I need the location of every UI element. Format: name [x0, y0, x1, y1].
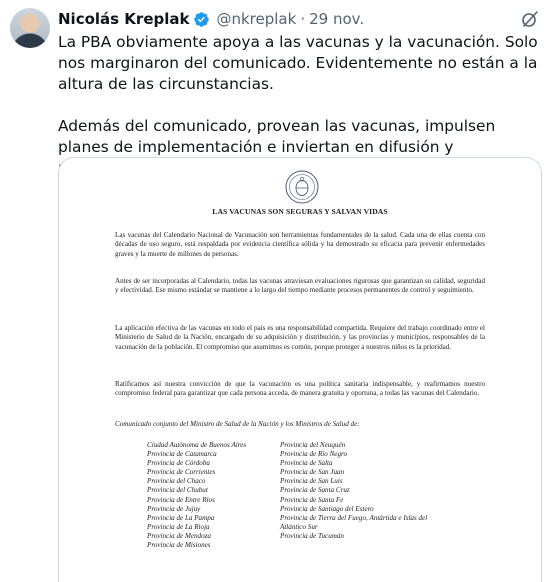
- signatories-list-right: [280, 441, 430, 541]
- document-paragraph: Las vacunas del Calendario Nacional de Vacunación son herramientas fundamentales de la salud. Cada una de ellas cuenta con décadas de uso seguro, está respaldada por evidencia científica sólida y ha demostrado su eficacia para prevenir enfermedades graves y la muerte de millones de personas.: [115, 231, 485, 258]
- signatory-item: Provincia de Corrientes: [147, 468, 216, 477]
- header-separator: ·: [300, 10, 306, 28]
- tweet-paragraph: Además del comunicado, provean las vacunas, impulsen planes de implementación e inviertan en difusión y: [58, 117, 496, 156]
- signatory-item: Provincia de Santa Cruz: [280, 486, 350, 495]
- signatory-item: Ciudad Autónoma de Buenos Aires: [147, 441, 247, 449]
- document-title: LAS VACUNAS SON SEGURAS Y SALVAN VIDAS: [212, 207, 388, 216]
- signatory-item: Provincia de Salta: [280, 459, 333, 468]
- signatories-list-left: [147, 441, 246, 550]
- signatory-item: Provincia de Mendoza: [147, 531, 211, 540]
- document-paragraph: Antes de ser incorporadas al Calendario, todas las vacunas atraviesan evaluaciones rigurosas que garantizan su calidad, seguridad y efectividad. Ese mismo estándar se mantiene a lo largo del tiempo mediante procesos permanentes de control y seguimiento.: [115, 277, 485, 295]
- signatory-item: Provincia de San Luis: [280, 477, 343, 486]
- signatory-item: Provincia de Tucumán: [280, 531, 344, 540]
- tweet-media-image[interactable]: [58, 157, 542, 582]
- verified-badge-icon[interactable]: [193, 11, 210, 28]
- document-image: [59, 158, 541, 582]
- signatory-item: Provincia del Neuquén: [280, 441, 346, 449]
- grok-icon[interactable]: [520, 9, 540, 29]
- signatory-item: Provincia de Catamarca: [147, 450, 217, 459]
- signatory-item: Provincia de Jujuy: [147, 504, 201, 513]
- signatory-item: Provincia de Tierra del Fuego, Antártida e Islas del Atlántico Sur: [280, 513, 428, 531]
- signatory-item: Provincia de Río Negro: [280, 450, 348, 459]
- signatory-item: Provincia de La Pampa: [147, 513, 215, 522]
- signatory-item: Provincia de San Juan: [280, 468, 345, 477]
- document-paragraph: La aplicación efectiva de las vacunas en todo el país es una responsabilidad compartida. Requiere del trabajo coordinado entre el Ministerio de Salud de la Nación, encargado de su adquisición y distribución, y las provincias y municipios, responsables de la vacunación de la población. El compromiso que asumimos es común, porque proteger a nuestros niños es la prioridad.: [115, 324, 485, 351]
- signatory-item: Provincia de Córdoba: [147, 459, 210, 468]
- tweet-date[interactable]: 29 nov.: [309, 10, 365, 28]
- author-avatar[interactable]: [10, 8, 50, 48]
- document-paragraph: Ratificamos así nuestra convicción de que la vacunación es una política sanitaria indispensable, y reafirmamos nuestro compromiso federal para garantizar que cada persona acceda, de manera gratuita y oportuna, a todas las vacunas del Calendario.: [115, 380, 485, 398]
- author-display-name[interactable]: Nicolás Kreplak: [58, 10, 190, 28]
- tweet-header: [58, 9, 364, 29]
- tweet-paragraph: La PBA obviamente apoya a las vacunas y la vacunación. Solo nos marginaron del comunicado. Evidentemente no están a la altura de las circunstancias.: [58, 33, 538, 93]
- signatory-item: Provincia de Santiago del Estero: [280, 504, 374, 513]
- signatory-item: Provincia del Chaco: [147, 477, 206, 486]
- signatories-intro: Comunicado conjunto del Ministro de Salud de la Nación y los Ministros de Salud de:: [115, 420, 360, 428]
- signatory-item: Provincia del Chubut: [147, 486, 208, 495]
- signatory-item: Provincia de Santa Fe: [280, 495, 344, 504]
- signatory-item: Provincia de Misiones: [147, 541, 211, 550]
- author-handle[interactable]: @nkreplak: [216, 10, 297, 28]
- signatory-item: Provincia de La Rioja: [147, 522, 210, 531]
- signatory-item: Provincia de Entre Ríos: [147, 495, 215, 504]
- ministry-seal-icon: [285, 170, 319, 204]
